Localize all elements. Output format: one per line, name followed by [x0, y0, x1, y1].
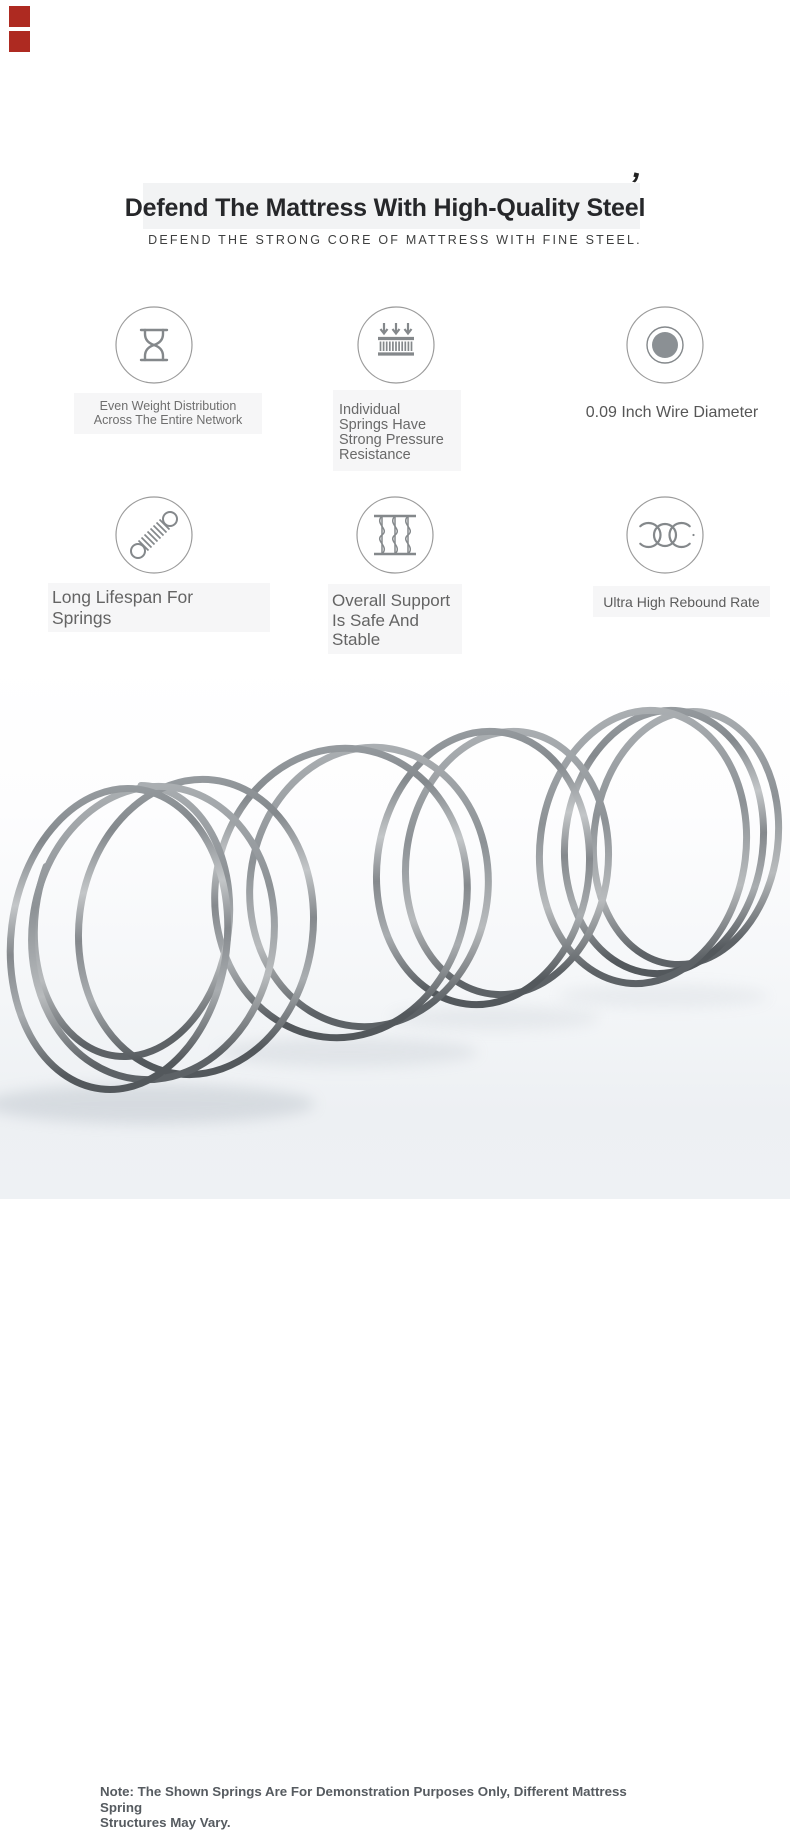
feature-pressure-resistance	[357, 306, 435, 384]
feature-label-long-lifespan: Long Lifespan For Springs	[48, 583, 270, 632]
coil-shadow	[558, 984, 768, 1008]
spring-coil-illustration	[0, 680, 790, 1199]
pressure-springs-icon	[357, 306, 435, 384]
feature-label-rebound-rate: Ultra High Rebound Rate	[593, 586, 770, 617]
feature-rebound-rate	[626, 496, 704, 574]
page-subtitle: DEFEND THE STRONG CORE OF MATTRESS WITH FINE STEEL.	[148, 233, 642, 247]
feature-label-pressure-resistance: Individual Springs Have Strong Pressure Resistance	[333, 390, 461, 471]
feature-label-even-weight: Even Weight Distribution Across The Entire Network	[74, 393, 262, 434]
red-seal-marks	[9, 6, 30, 56]
feature-even-weight	[115, 306, 193, 384]
feature-label-overall-support: Overall Support Is Safe And Stable	[328, 584, 462, 654]
accent-apostrophe: ’	[624, 165, 643, 205]
wire-diameter-icon	[626, 306, 704, 384]
hourglass-icon	[115, 306, 193, 384]
diagonal-spring-icon	[115, 496, 193, 574]
rebound-rings-icon	[626, 496, 704, 574]
support-springs-icon	[356, 496, 434, 574]
feature-overall-support	[356, 496, 434, 574]
photo-note: Note: The Shown Springs Are For Demonstration Purposes Only, Different Mattress Spring Structures May Vary.	[100, 1784, 627, 1830]
red-square-top	[9, 6, 30, 27]
feature-long-lifespan	[115, 496, 193, 574]
spring-photo	[0, 660, 790, 1830]
feature-wire-diameter	[626, 306, 704, 384]
coil-shadow	[0, 1084, 315, 1124]
page-title: Defend The Mattress With High-Quality Steel	[124, 194, 646, 222]
feature-label-wire-diameter: 0.09 Inch Wire Diameter	[585, 404, 759, 421]
red-square-bottom	[9, 31, 30, 52]
